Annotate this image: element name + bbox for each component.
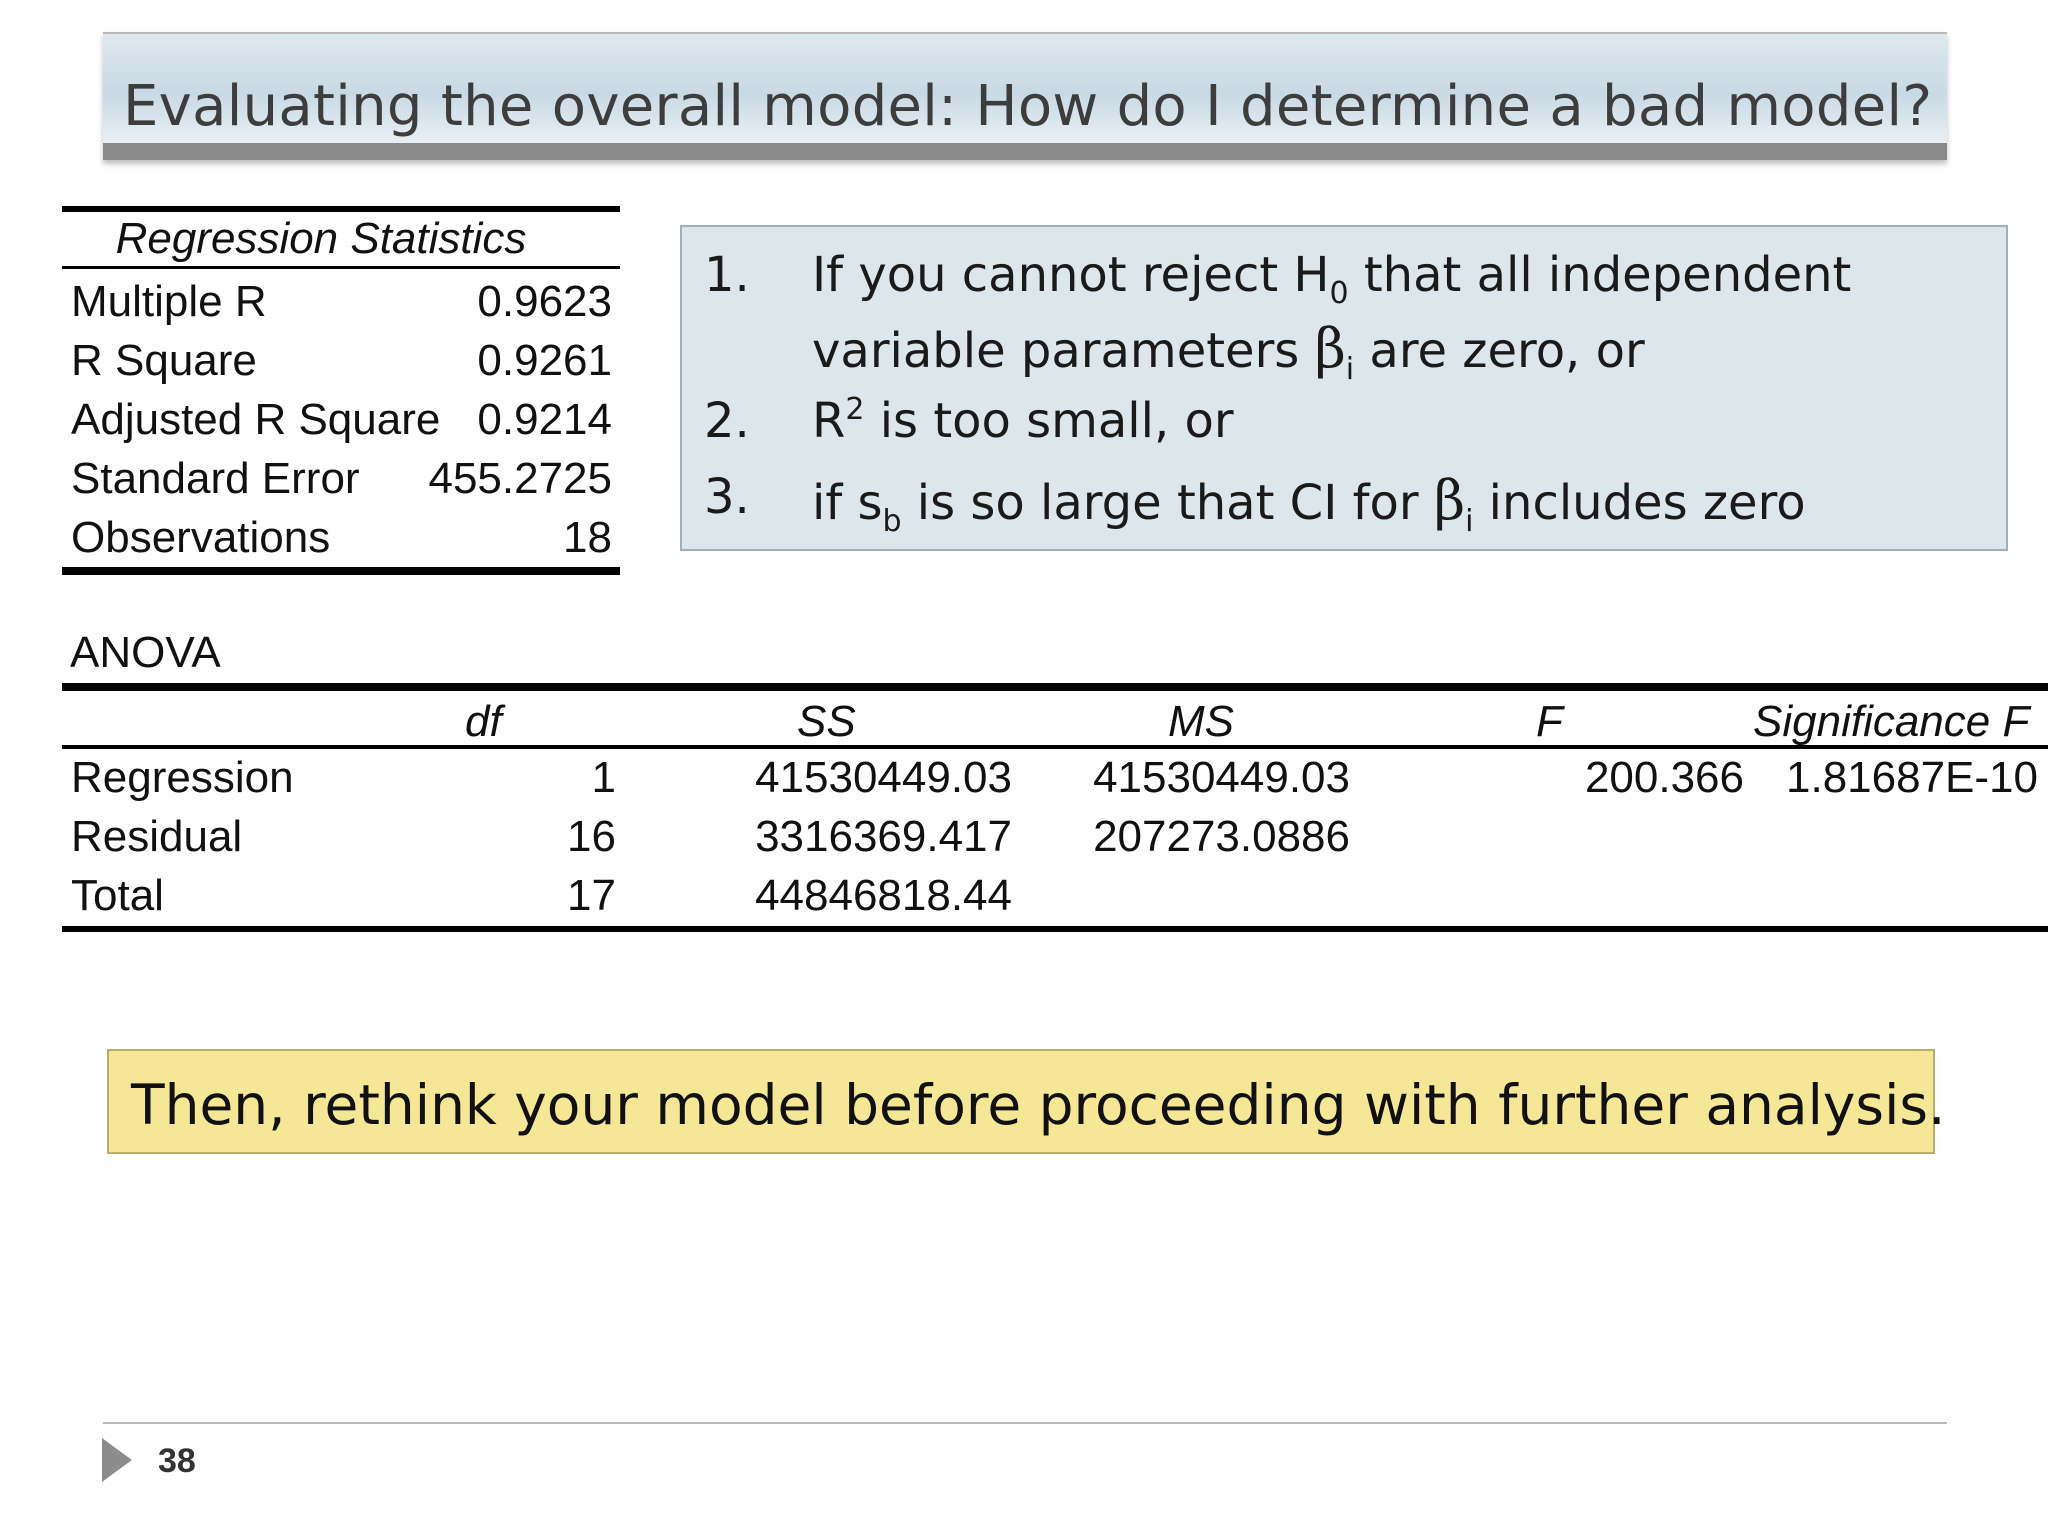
anova-label: ANOVA bbox=[70, 628, 221, 677]
table-rule bbox=[62, 683, 2048, 691]
cell-df: 16 bbox=[567, 812, 616, 861]
row-label: Total bbox=[71, 871, 164, 920]
stat-value: 455.2725 bbox=[428, 454, 612, 503]
stat-value: 0.9214 bbox=[477, 395, 612, 444]
anova-row-total bbox=[62, 867, 2048, 926]
play-triangle-icon bbox=[102, 1438, 132, 1482]
stat-row-multiple-r bbox=[62, 269, 620, 328]
stat-value: 18 bbox=[563, 513, 612, 562]
beta-symbol: β bbox=[1433, 469, 1466, 532]
bad-model-conditions-box bbox=[680, 225, 2008, 551]
anova-table bbox=[62, 683, 2048, 932]
subscript: i bbox=[1465, 504, 1474, 539]
title-banner bbox=[103, 32, 1947, 160]
cell-ss: 41530449.03 bbox=[755, 753, 1012, 802]
cell-df: 17 bbox=[567, 871, 616, 920]
header-f: F bbox=[1536, 697, 1563, 746]
header-significance-f: Significance F bbox=[1753, 697, 2030, 746]
cell-ss: 3316369.417 bbox=[755, 812, 1012, 861]
cell-significance-f: 1.81687E-10 bbox=[1786, 753, 2038, 802]
subscript: b bbox=[882, 504, 902, 539]
conclusion-box bbox=[107, 1049, 1946, 1154]
row-label: Regression bbox=[71, 753, 294, 802]
stat-label: Multiple R bbox=[71, 277, 267, 326]
condition-text bbox=[812, 469, 1806, 539]
cell-ss: 44846818.44 bbox=[755, 871, 1012, 920]
condition-text-part: variable parameters bbox=[812, 323, 1315, 379]
condition-text-part: that all independent bbox=[1348, 247, 1852, 303]
condition-number: 3. bbox=[704, 469, 750, 525]
row-label: Residual bbox=[71, 812, 243, 861]
stat-row-standard-error bbox=[62, 446, 620, 505]
stat-label: Standard Error bbox=[71, 454, 360, 503]
page-number: 38 bbox=[158, 1442, 196, 1480]
condition-item-1-line-2 bbox=[812, 317, 1645, 387]
condition-text-part: is too small, or bbox=[864, 393, 1234, 449]
stat-row-observations bbox=[62, 505, 620, 564]
conclusion-text: Then, rethink your model before proceeding with further analysis. bbox=[131, 1073, 1946, 1137]
regression-statistics-header: Regression Statistics bbox=[115, 214, 527, 263]
condition-number: 2. bbox=[704, 393, 750, 449]
regression-statistics-table bbox=[62, 206, 620, 575]
anova-header-row bbox=[62, 691, 2048, 745]
condition-text-part: if s bbox=[812, 475, 883, 531]
subscript: i bbox=[1345, 352, 1355, 387]
condition-text-part: R bbox=[812, 393, 846, 449]
slide-title: Evaluating the overall model: How do I determine a bad model? bbox=[123, 74, 1933, 139]
cell-ms: 207273.0886 bbox=[1093, 812, 1350, 861]
cell-df: 1 bbox=[591, 753, 616, 802]
footer-divider bbox=[103, 1422, 1947, 1424]
superscript: 2 bbox=[845, 392, 865, 427]
table-rule bbox=[62, 567, 620, 575]
condition-text-part: is so large that CI for bbox=[901, 475, 1434, 531]
header-ss: SS bbox=[797, 697, 856, 746]
condition-text-part: are zero, or bbox=[1354, 323, 1645, 379]
stat-label: Observations bbox=[71, 513, 331, 562]
anova-row-regression bbox=[62, 749, 2048, 808]
table-rule bbox=[62, 926, 2048, 932]
condition-text-part: If you cannot reject H bbox=[812, 247, 1330, 303]
condition-text bbox=[812, 247, 1852, 311]
anova-row-residual bbox=[62, 808, 2048, 867]
subscript: 0 bbox=[1329, 276, 1349, 311]
stat-value: 0.9623 bbox=[477, 277, 612, 326]
header-ms: MS bbox=[1168, 697, 1234, 746]
header-df: df bbox=[465, 697, 502, 746]
stat-row-r-square bbox=[62, 328, 620, 387]
stat-row-adjusted-r-square bbox=[62, 387, 620, 446]
beta-symbol: β bbox=[1314, 317, 1346, 380]
cell-f: 200.366 bbox=[1584, 753, 1744, 802]
stat-value: 0.9261 bbox=[477, 336, 612, 385]
cell-ms: 41530449.03 bbox=[1093, 753, 1350, 802]
condition-text-part: includes zero bbox=[1473, 475, 1806, 531]
condition-number: 1. bbox=[704, 247, 750, 303]
condition-text bbox=[812, 393, 1234, 449]
stat-label: R Square bbox=[71, 336, 257, 385]
stat-label: Adjusted R Square bbox=[71, 395, 441, 444]
